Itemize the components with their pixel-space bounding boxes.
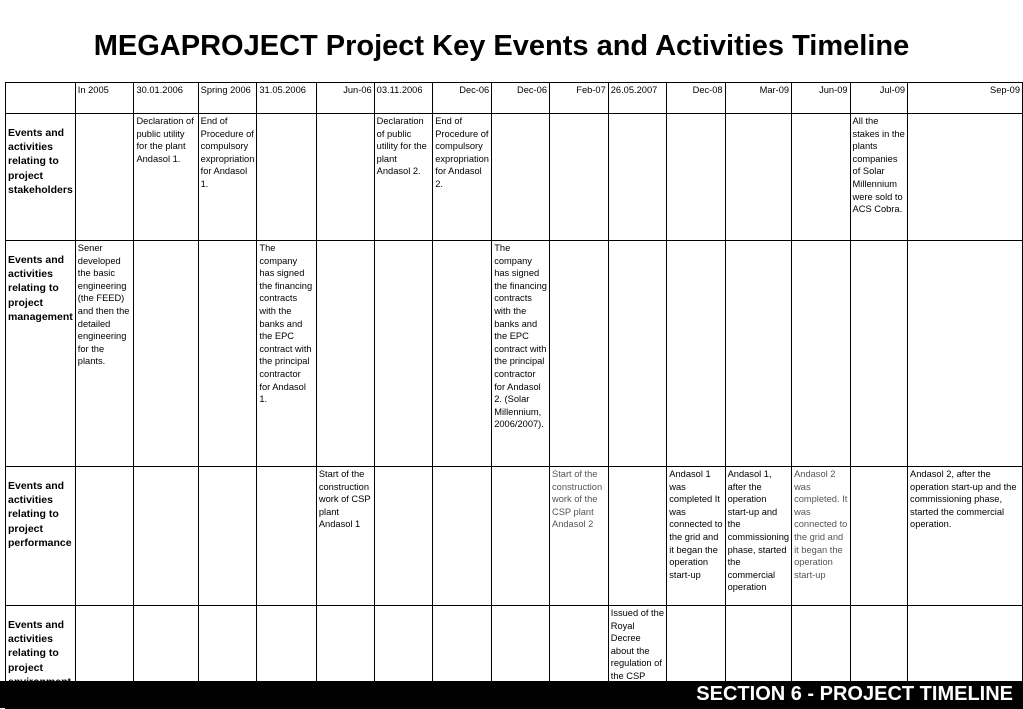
table-cell [492,467,550,606]
header-cell-corner [6,83,76,114]
header-cell-jul-09: Jul-09 [850,83,908,114]
table-cell [198,467,257,606]
table-cell [550,241,609,467]
table-cell: Declaration of public utility for the plant Andasol 1. [134,114,198,241]
header-cell-26-05-2007: 26.05.2007 [608,83,667,114]
header-cell-jun-06: Jun-06 [316,83,374,114]
section-label: SECTION 6 - PROJECT TIMELINE [696,683,1013,705]
table-cell: Start of the construction work of the CSP plant Andasol 2 [550,467,609,606]
table-cell [257,467,316,606]
table-cell [550,114,609,241]
table-cell: Sener developed the basic engineering (the FEED) and then the detailed engineering for the plants. [75,241,134,467]
table-cell [75,114,134,241]
header-cell-dec-08: Dec-08 [667,83,725,114]
header-cell-03-11-2006: 03.11.2006 [374,83,433,114]
header-cell-dec-06-a: Dec-06 [433,83,492,114]
row-label: Events and activities relating to project [6,606,76,709]
table-cell [725,241,791,467]
header-cell-spring-2006: Spring 2006 [198,83,257,114]
table-cell [316,114,374,241]
table-cell [198,241,257,467]
table-cell: End of Procedure of compulsory expropriation for Andasol 2. [433,114,492,241]
header-cell-feb-07: Feb-07 [550,83,609,114]
table-cell [134,467,198,606]
table-cell: Andasol 1 was completed It was connected to the grid and it began the operation start-up [667,467,725,606]
table-row-performance [6,467,1023,606]
row-label: Events and activities relating to project performance [6,467,76,606]
table-cell [433,241,492,467]
table-cell: Start of the construction work of CSP plant Andasol 1 [316,467,374,606]
header-cell-30-01-2006: 30.01.2006 [134,83,198,114]
table-cell: The company has signed the financing contracts with the banks and the EPC contract with the principal contractor for Andasol 1. [257,241,316,467]
header-cell-in-2005: In 2005 [75,83,134,114]
page-title: MEGAPROJECT Project Key Events and Activities Timeline [93,30,910,62]
table-cell [374,241,433,467]
table-cell [908,241,1023,467]
header-cell-sep-09: Sep-09 [908,83,1023,114]
table-cell: Andasol 2 was completed. It was connected to the grid and it began the operation start-up [792,467,850,606]
table-cell [134,241,198,467]
table-cell [792,241,850,467]
header-cell-mar-09: Mar-09 [725,83,791,114]
table-cell [608,241,667,467]
table-cell [257,114,316,241]
table-cell [667,241,725,467]
table-row-stakeholders [6,114,1023,241]
table-cell [316,241,374,467]
table-cell [608,467,667,606]
table-cell: End of Procedure of compulsory expropriation for Andasol 1. [198,114,257,241]
table-cell [492,114,550,241]
table-cell: Declaration of public utility for the plant Andasol 2. [374,114,433,241]
table-cell [75,467,134,606]
table-cell: The company has signed the financing contracts with the banks and the EPC contract with the principal contractor for Andasol 2. (Solar Millennium, 2006/2007). [492,241,550,467]
row-label: Events and activities relating to project stakeholders [6,114,76,241]
table-cell: Andasol 2, after the operation start-up and the commissioning phase, started the commercial operation. [908,467,1023,606]
table-cell: All the stakes in the plants companies of Solar Millennium were sold to ACS Cobra. [850,114,908,241]
table-cell [374,467,433,606]
header-cell-jun-09: Jun-09 [792,83,850,114]
table-row-management [6,241,1023,467]
header-cell-31-05-2006: 31.05.2006 [257,83,316,114]
header-cell-dec-06-b: Dec-06 [492,83,550,114]
timeline-table [5,82,1023,709]
table-cell [850,467,908,606]
table-cell [667,114,725,241]
row-label: Events and activities relating to project management [6,241,76,467]
table-cell: Andasol 1, after the operation start-up and the commissioning phase, started the commercial operation [725,467,791,606]
table-cell [792,114,850,241]
table-cell [725,114,791,241]
table-cell: Issued of the Royal Decree about the regulation of the CSP [608,606,667,709]
table-cell [850,241,908,467]
table-cell [608,114,667,241]
header-row [6,83,1023,114]
table-cell [433,467,492,606]
footer-bar [0,681,1023,708]
table-cell [908,114,1023,241]
